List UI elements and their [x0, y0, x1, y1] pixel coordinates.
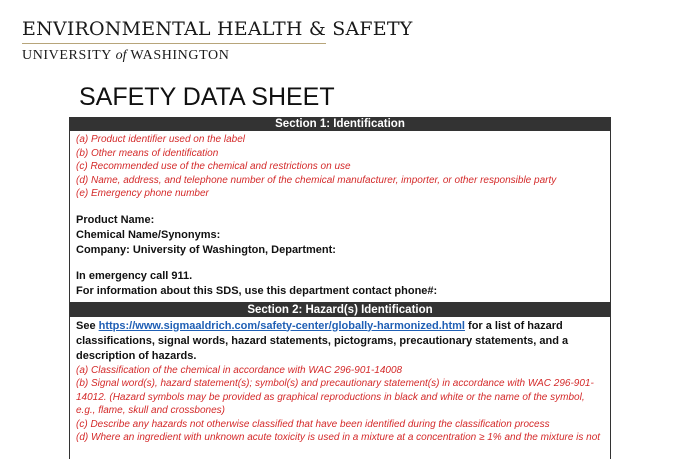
section-2-note-c: (c) Describe any hazards not otherwise classified that have been identified during the classification process	[76, 418, 550, 430]
spacer	[76, 258, 604, 269]
org-subtitle-university: UNIVERSITY	[22, 48, 112, 63]
section-1-note-a: (a) Product identifier used on the label	[76, 134, 245, 145]
sds-sheet	[69, 117, 611, 459]
section-2-body	[70, 317, 610, 448]
hazard-reference-paragraph	[76, 319, 604, 364]
section-1-note-c: (c) Recommended use of the chemical and restrictions on use	[76, 161, 351, 172]
section-2-header: Section 2: Hazard(s) Identification	[70, 302, 610, 317]
hazard-reference-prefix: See	[76, 319, 99, 332]
section-2-note-b: (b) Signal word(s), hazard statement(s); symbol(s) and precautionary statement(s) in accordance with WAC 296-901-14012. (Hazard symbols may be provided as graphical reproductions in black and white or the name of the symbol, e.g., flame, skull and crossbones)	[76, 378, 594, 416]
ghs-link[interactable]: https://www.sigmaaldrich.com/safety-center/globally-harmonized.html	[98, 319, 465, 332]
document-title: SAFETY DATA SHEET	[79, 83, 335, 111]
org-divider	[22, 43, 326, 44]
product-name-label: Product Name:	[76, 213, 155, 226]
section-1-note-d: (d) Name, address, and telephone number of the chemical manufacturer, importer, or other responsible party	[76, 174, 557, 186]
section-2-note-d: (d) Where an ingredient with unknown acute toxicity is used in a mixture at a concentration ≥ 1% and the mixture is not	[76, 432, 601, 443]
company-label: Company: University of Washington, Department:	[76, 243, 336, 256]
org-subtitle	[22, 48, 229, 64]
section-2-note-a: (a) Classification of the chemical in accordance with WAC 296-901-14008	[76, 364, 403, 376]
spacer	[76, 201, 604, 213]
hazard-reference-suffix: for a list of hazard classifications, signal words, hazard statements, pictograms, precautionary statements, and a description of hazards.	[76, 319, 569, 362]
section-1-note-e: (e) Emergency phone number	[76, 188, 209, 199]
chemical-name-label: Chemical Name/Synonyms:	[76, 228, 221, 241]
org-title: ENVIRONMENTAL HEALTH & SAFETY	[22, 18, 413, 40]
emergency-line: In emergency call 911.	[76, 269, 193, 282]
org-subtitle-washington: WASHINGTON	[130, 48, 230, 63]
org-subtitle-of: of	[115, 48, 127, 63]
section-1-body	[70, 131, 610, 302]
section-1-note-b: (b) Other means of identification	[76, 147, 219, 159]
section-1-header: Section 1: Identification	[70, 117, 610, 131]
contact-line: For information about this SDS, use this department contact phone#:	[76, 284, 438, 297]
